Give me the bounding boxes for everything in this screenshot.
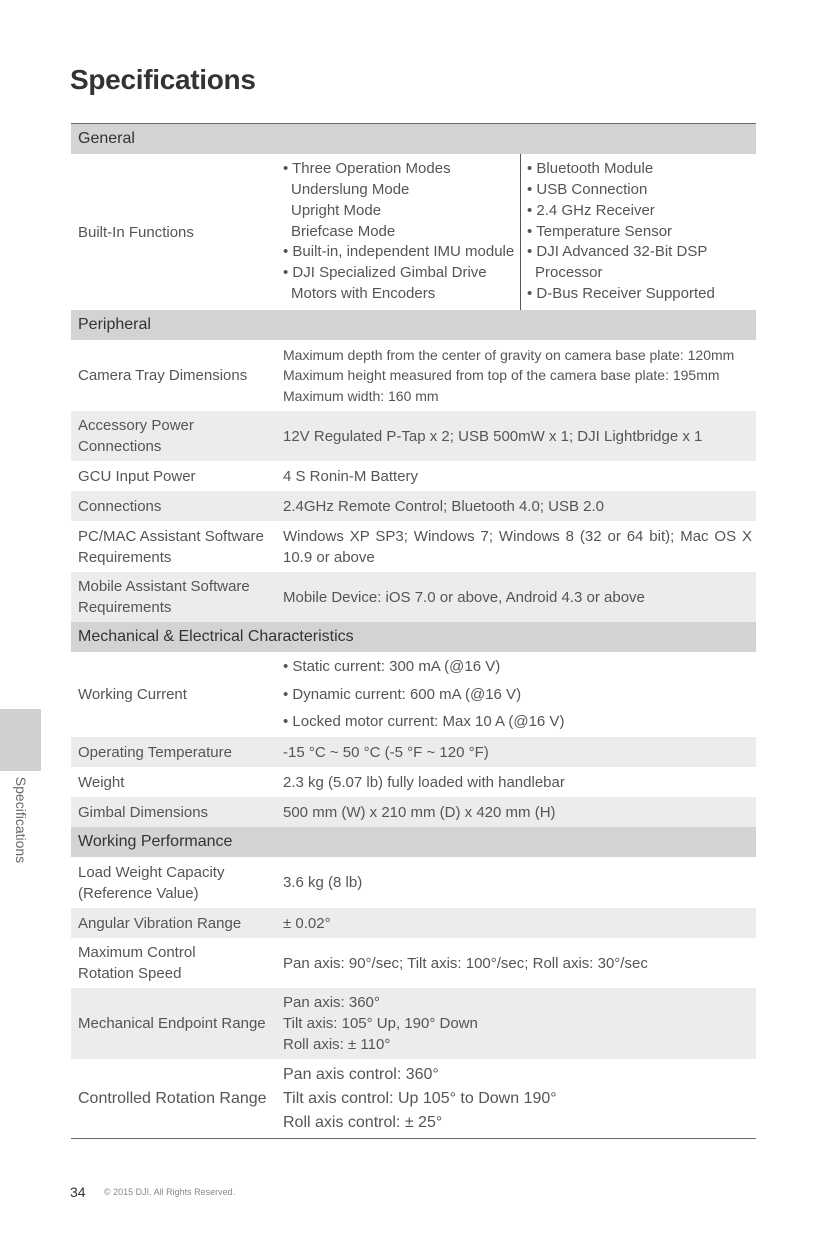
built-in-functions-right-list [521, 154, 715, 310]
row-label: Controlled Rotation Range [78, 1090, 267, 1107]
feature-list-item: • Bluetooth Module [527, 160, 654, 178]
feature-list-item: • Temperature Sensor [527, 222, 673, 240]
row-value [283, 521, 756, 572]
section-header-general: General [71, 124, 756, 154]
feature-list-item: Motors with Encoders [291, 284, 436, 302]
row-label [71, 572, 283, 622]
row-label: Angular Vibration Range [78, 914, 242, 932]
row-accessory-power-connections [71, 411, 756, 461]
row-value [283, 340, 756, 411]
row-value [283, 737, 756, 767]
copyright-notice: © 2015 DJI. All Rights Reserved. [104, 1187, 236, 1197]
row-value [283, 908, 756, 938]
row-value [283, 461, 756, 491]
row-angular-vibration-range [71, 908, 756, 938]
specifications-table [71, 123, 756, 1139]
value-text: Mobile Device: iOS 7.0 or above, Android 4.3 or above [283, 588, 645, 606]
feature-list-item: Briefcase Mode [291, 222, 396, 240]
row-operating-temperature [71, 737, 756, 767]
row-label: Camera Tray Dimensions [78, 367, 248, 384]
row-label: Weight [78, 773, 125, 791]
value-line: Windows XP SP3; Windows 7; Windows 8 (32 or 64 bit); Mac OS X [283, 527, 752, 545]
label-line: (Reference Value) [78, 884, 199, 902]
row-mechanical-endpoint-range [71, 988, 756, 1059]
value-line: Pan axis control: 360° [283, 1065, 439, 1083]
feature-list-item: • DJI Advanced 32-Bit DSP [527, 243, 708, 261]
row-label: Mechanical Endpoint Range [78, 1015, 266, 1032]
built-in-functions-left-list [283, 154, 521, 310]
row-value [283, 767, 756, 797]
section-header-working-performance: Working Performance [71, 827, 756, 857]
feature-list-item: • 2.4 GHz Receiver [527, 201, 655, 219]
label-line: Load Weight Capacity [78, 863, 225, 881]
value-line: Tilt axis control: Up 105° to Down 190° [283, 1089, 557, 1107]
label-line: Requirements [78, 599, 172, 616]
row-built-in-functions [71, 154, 756, 310]
row-connections [71, 491, 756, 521]
label-line: Accessory Power [78, 417, 194, 434]
row-label: Built-In Functions [78, 223, 194, 241]
value-line: Pan axis: 360° [283, 994, 380, 1011]
value-line: 10.9 or above [283, 548, 375, 566]
feature-list-item: • DJI Specialized Gimbal Drive [283, 264, 487, 282]
row-gcu-input-power [71, 461, 756, 491]
row-value [283, 988, 756, 1059]
label-line: Maximum Control [78, 944, 196, 961]
value-text: -15 °C ~ 50 °C (-5 °F ~ 120 °F) [283, 743, 489, 761]
side-tab-marker [0, 709, 41, 771]
label-line: Connections [78, 438, 162, 455]
row-mobile-assistant-software [71, 572, 756, 622]
row-label: Operating Temperature [78, 743, 232, 761]
value-line: • Static current: 300 mA (@16 V) [283, 658, 501, 676]
row-value [283, 652, 756, 737]
feature-list-item: • Three Operation Modes [283, 160, 451, 178]
row-label: GCU Input Power [78, 467, 196, 485]
page-number: 34 [70, 1184, 86, 1200]
row-controlled-rotation-range [71, 1059, 756, 1138]
row-working-current [71, 652, 756, 737]
row-maximum-control-rotation-speed [71, 938, 756, 988]
row-weight [71, 767, 756, 797]
value-text: ± 0.02° [283, 914, 331, 932]
value-text: 2.3 kg (5.07 lb) fully loaded with handlebar [283, 773, 565, 791]
value-line: Tilt axis: 105° Up, 190° Down [283, 1015, 478, 1032]
row-value [283, 797, 756, 827]
value-line: Roll axis: ± 110° [283, 1036, 391, 1053]
row-label [71, 411, 283, 461]
value-line: • Dynamic current: 600 mA (@16 V) [283, 685, 522, 703]
value-text: 12V Regulated P-Tap x 2; USB 500mW x 1; DJI Lightbridge x 1 [283, 427, 703, 445]
value-line: • Locked motor current: Max 10 A (@16 V) [283, 713, 565, 731]
row-camera-tray-dimensions [71, 340, 756, 411]
row-gimbal-dimensions [71, 797, 756, 827]
value-text: 4 S Ronin-M Battery [283, 467, 419, 485]
row-label: Connections [78, 497, 162, 515]
label-line: PC/MAC Assistant Software [78, 527, 264, 545]
section-header-peripheral: Peripheral [71, 310, 756, 340]
feature-list-item: Processor [535, 264, 603, 282]
value-text: 500 mm (W) x 210 mm (D) x 420 mm (H) [283, 803, 556, 821]
section-header-mechanical-electrical: Mechanical & Electrical Characteristics [71, 622, 756, 652]
page-title: Specifications [70, 64, 256, 95]
feature-list-item: Upright Mode [291, 201, 382, 219]
row-value [283, 572, 756, 622]
row-value [283, 411, 756, 461]
row-label [71, 857, 283, 908]
built-in-functions-value [283, 154, 756, 310]
row-label: Working Current [78, 686, 187, 703]
row-label [71, 521, 283, 572]
label-line: Requirements [78, 548, 172, 566]
row-pc-mac-assistant-software [71, 521, 756, 572]
side-tab-label: Specifications [13, 776, 29, 864]
feature-list-item: • D-Bus Receiver Supported [527, 284, 715, 302]
value-text: 2.4GHz Remote Control; Bluetooth 4.0; USB 2.0 [283, 497, 604, 515]
value-text: 3.6 kg (8 lb) [283, 874, 363, 891]
value-line: Maximum depth from the center of gravity on camera base plate: 120mm [283, 346, 735, 363]
row-label: Gimbal Dimensions [78, 803, 209, 821]
feature-list-item: • Built-in, independent IMU module [283, 243, 515, 261]
label-line: Mobile Assistant Software [78, 578, 250, 595]
row-value [283, 938, 756, 988]
row-value [283, 1059, 756, 1138]
value-line: Roll axis control: ± 25° [283, 1113, 443, 1131]
row-label [71, 938, 283, 988]
feature-list-item: • USB Connection [527, 181, 648, 198]
row-value [283, 857, 756, 908]
feature-list-item: Underslung Mode [291, 181, 410, 198]
value-text: Pan axis: 90°/sec; Tilt axis: 100°/sec; Roll axis: 30°/sec [283, 954, 648, 972]
label-line: Rotation Speed [78, 965, 182, 982]
row-value [283, 491, 756, 521]
value-line: Maximum height measured from top of the camera base plate: 195mm [283, 367, 720, 384]
value-line: Maximum width: 160 mm [283, 387, 439, 404]
row-load-weight-capacity [71, 857, 756, 908]
